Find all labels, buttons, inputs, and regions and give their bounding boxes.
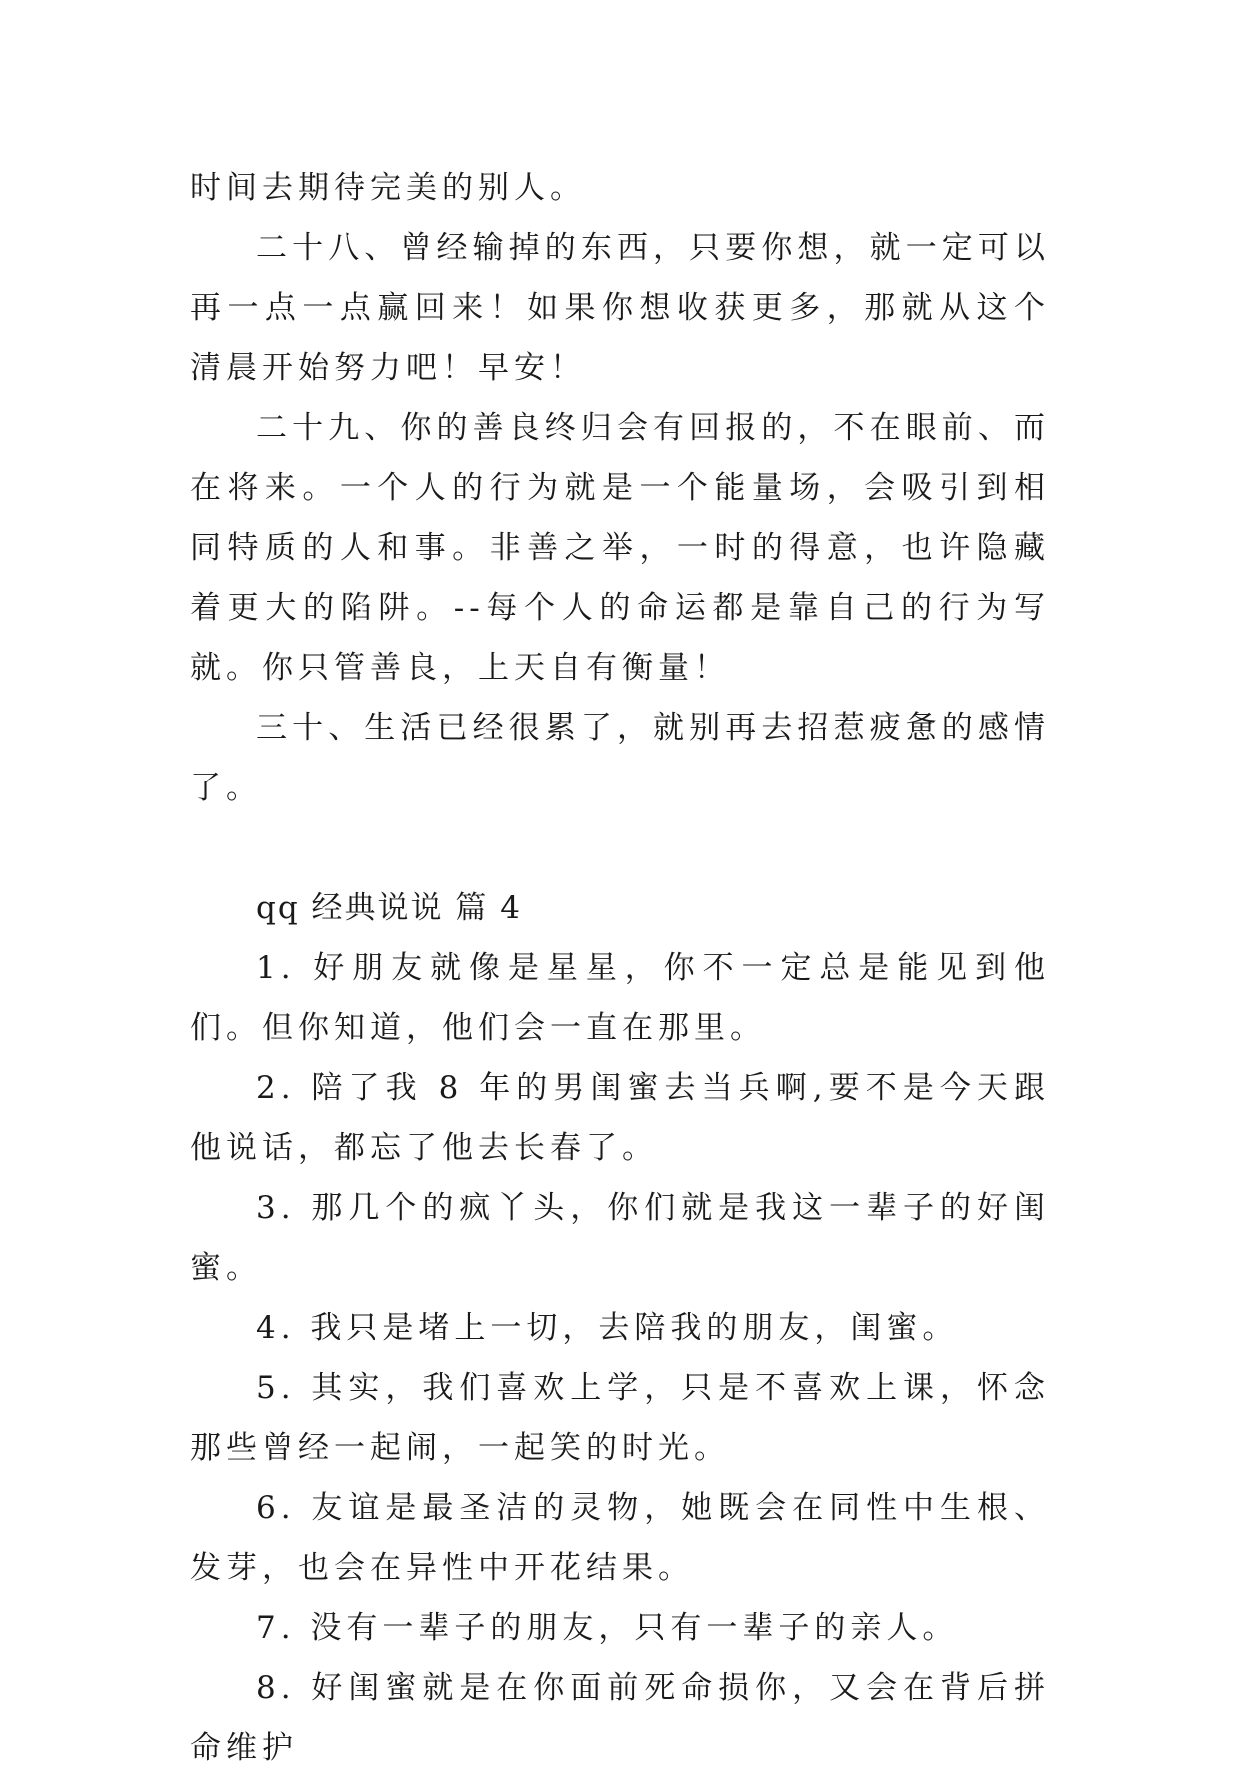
continuation-paragraph: 时间去期待完美的别人。 <box>190 170 586 206</box>
list-item-4: 4. 我只是堵上一切，去陪我的朋友，闺蜜。 <box>256 1310 959 1346</box>
list-item-3: 3. 那几个的疯丫头，你们就是我这一辈子的好闺蜜。 <box>190 1190 1050 1286</box>
document-body <box>190 158 1050 1778</box>
list-item-7: 7. 没有一辈子的朋友，只有一辈子的亲人。 <box>256 1610 959 1646</box>
list-item-1: 1. 好朋友就像是星星，你不一定总是能见到他们。但你知道，他们会一直在那里。 <box>190 950 1050 1046</box>
list-item-6: 6. 友谊是最圣洁的灵物，她既会在同性中生根、发芽，也会在异性中开花结果。 <box>190 1490 1050 1586</box>
list-item-8: 8. 好闺蜜就是在你面前死命损你，又会在背后拼命维护 <box>190 1670 1050 1766</box>
paragraph-29: 二十九、你的善良终归会有回报的，不在眼前、而在将来。一个人的行为就是一个能量场，会吸引到相同特质的人和事。非善之举，一时的得意，也许隐藏着更大的陷阱。--每个人的命运都是靠自己的行为写就。你只管善良，上天自有衡量！ <box>190 410 1050 686</box>
list-item-5: 5. 其实，我们喜欢上学，只是不喜欢上课，怀念那些曾经一起闹，一起笑的时光。 <box>190 1370 1050 1466</box>
section-gap <box>190 818 1050 878</box>
list-item-2: 2. 陪了我 8 年的男闺蜜去当兵啊,要不是今天跟他说话，都忘了他去长春了。 <box>190 1070 1050 1166</box>
paragraph-28: 二十八、曾经输掉的东西，只要你想，就一定可以再一点一点赢回来！如果你想收获更多，那就从这个清晨开始努力吧！早安！ <box>190 230 1050 386</box>
section-heading: qq 经典说说 篇 4 <box>256 890 522 926</box>
paragraph-30: 三十、生活已经很累了，就别再去招惹疲惫的感情了。 <box>190 710 1050 806</box>
